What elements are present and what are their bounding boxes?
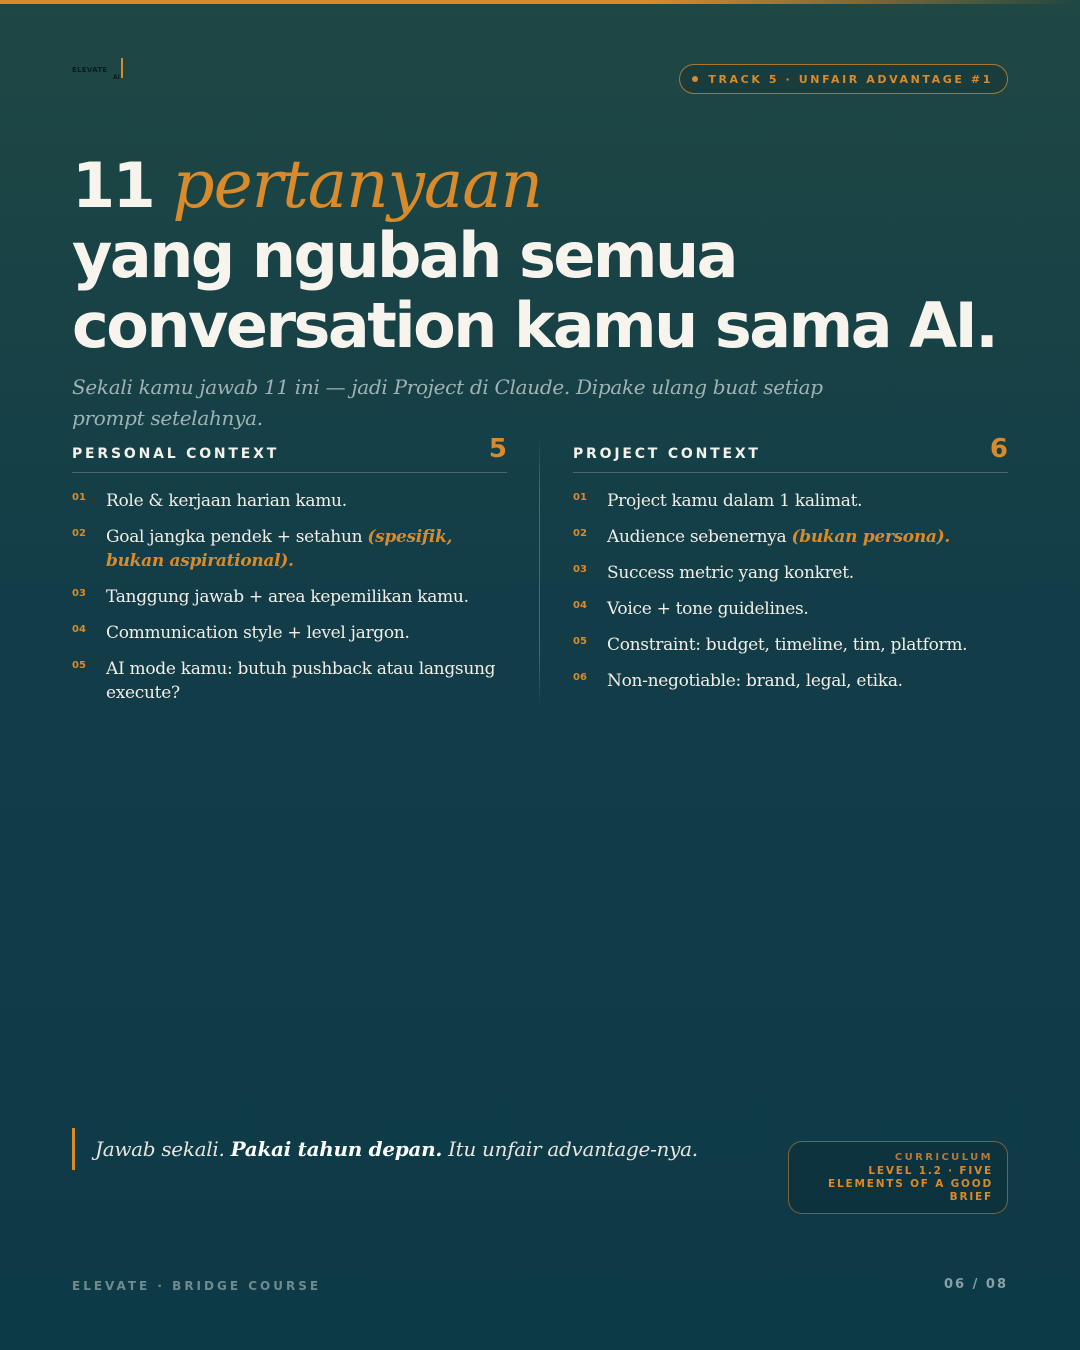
project-context-count: 6 xyxy=(989,434,1008,464)
item-text: Audience sebenernya xyxy=(607,527,792,547)
personal-context-list xyxy=(72,489,507,705)
item-text: Role & kerjaan harian kamu. xyxy=(106,491,347,511)
curriculum-label: CURRICULUM xyxy=(894,1152,993,1163)
page-indicator: 06 / 08 xyxy=(944,1277,1008,1292)
item-number: 03 xyxy=(573,564,587,575)
item-text: Constraint: budget, timeline, tim, platform. xyxy=(607,635,968,655)
logo-text: ELEVATE xyxy=(72,66,108,74)
headline-accent-word: pertanyaan xyxy=(172,146,543,223)
logo-sub-text: AI xyxy=(113,74,120,81)
quote-part-2: Pakai tahun depan. xyxy=(230,1137,442,1161)
item-number: 04 xyxy=(72,624,86,635)
page-title xyxy=(72,146,1032,362)
project-context-header xyxy=(573,434,1008,473)
list-item xyxy=(72,621,507,645)
item-accent-text: (spesifik, bukan aspirational). xyxy=(106,527,453,571)
top-accent-line xyxy=(0,0,1080,4)
subtitle: Sekali kamu jawab 11 ini — jadi Project di Claude. Dipake ulang buat setiap prompt setelahnya. xyxy=(72,375,823,430)
personal-context-count: 5 xyxy=(488,434,507,464)
item-number: 02 xyxy=(72,528,86,539)
item-text: Project kamu dalam 1 kalimat. xyxy=(607,491,863,511)
list-item xyxy=(72,585,507,609)
track-badge-text: TRACK 5 · UNFAIR ADVANTAGE #1 xyxy=(708,72,993,86)
item-number: 01 xyxy=(573,492,587,503)
headline-line-2: yang ngubah semua xyxy=(72,219,736,292)
project-context-column xyxy=(573,434,1008,705)
curriculum-badge xyxy=(788,1141,1008,1214)
logo-accent-bar xyxy=(121,58,123,78)
item-text: Success metric yang konkret. xyxy=(607,563,854,583)
project-context-title: PROJECT CONTEXT xyxy=(573,446,761,462)
list-item xyxy=(573,597,1008,621)
headline-line-1 xyxy=(72,146,1032,223)
personal-context-header xyxy=(72,434,507,473)
list-item xyxy=(72,657,507,705)
item-text: AI mode kamu: butuh pushback atau langsung execute? xyxy=(106,659,496,703)
item-number: 05 xyxy=(72,660,86,671)
project-context-list xyxy=(573,489,1008,693)
item-text: Goal jangka pendek + setahun xyxy=(106,527,368,547)
curriculum-value: LEVEL 1.2 · FIVE ELEMENTS OF A GOOD BRIEF xyxy=(828,1165,993,1203)
footer-course-name: ELEVATE · BRIDGE COURSE xyxy=(72,1279,322,1293)
list-item xyxy=(573,561,1008,585)
list-item xyxy=(573,489,1008,513)
headline-number: 11 xyxy=(72,149,154,222)
list-item xyxy=(573,525,1008,549)
item-text: Voice + tone guidelines. xyxy=(607,599,809,619)
headline-line-3: conversation kamu sama AI. xyxy=(72,289,997,362)
dot-icon xyxy=(692,76,698,82)
list-item xyxy=(72,525,507,573)
item-text: Tanggung jawab + area kepemilikan kamu. xyxy=(106,587,469,607)
item-text: Non-negotiable: brand, legal, etika. xyxy=(607,671,903,691)
item-accent-text: (bukan persona). xyxy=(791,527,950,547)
list-item xyxy=(72,489,507,513)
item-number: 06 xyxy=(573,672,587,683)
list-item xyxy=(573,669,1008,693)
quote-part-3: Itu unfair advantage-nya. xyxy=(448,1137,698,1161)
item-number: 04 xyxy=(573,600,587,611)
brand-logo xyxy=(72,58,132,82)
closing-quote xyxy=(72,1128,732,1170)
personal-context-title: PERSONAL CONTEXT xyxy=(72,446,280,462)
track-badge xyxy=(679,64,1008,94)
personal-context-column xyxy=(72,434,507,717)
column-divider xyxy=(539,434,540,710)
item-number: 05 xyxy=(573,636,587,647)
item-number: 03 xyxy=(72,588,86,599)
item-number: 02 xyxy=(573,528,587,539)
quote-part-1: Jawab sekali. xyxy=(95,1137,225,1161)
list-item xyxy=(573,633,1008,657)
item-text: Communication style + level jargon. xyxy=(106,623,410,643)
item-number: 01 xyxy=(72,492,86,503)
